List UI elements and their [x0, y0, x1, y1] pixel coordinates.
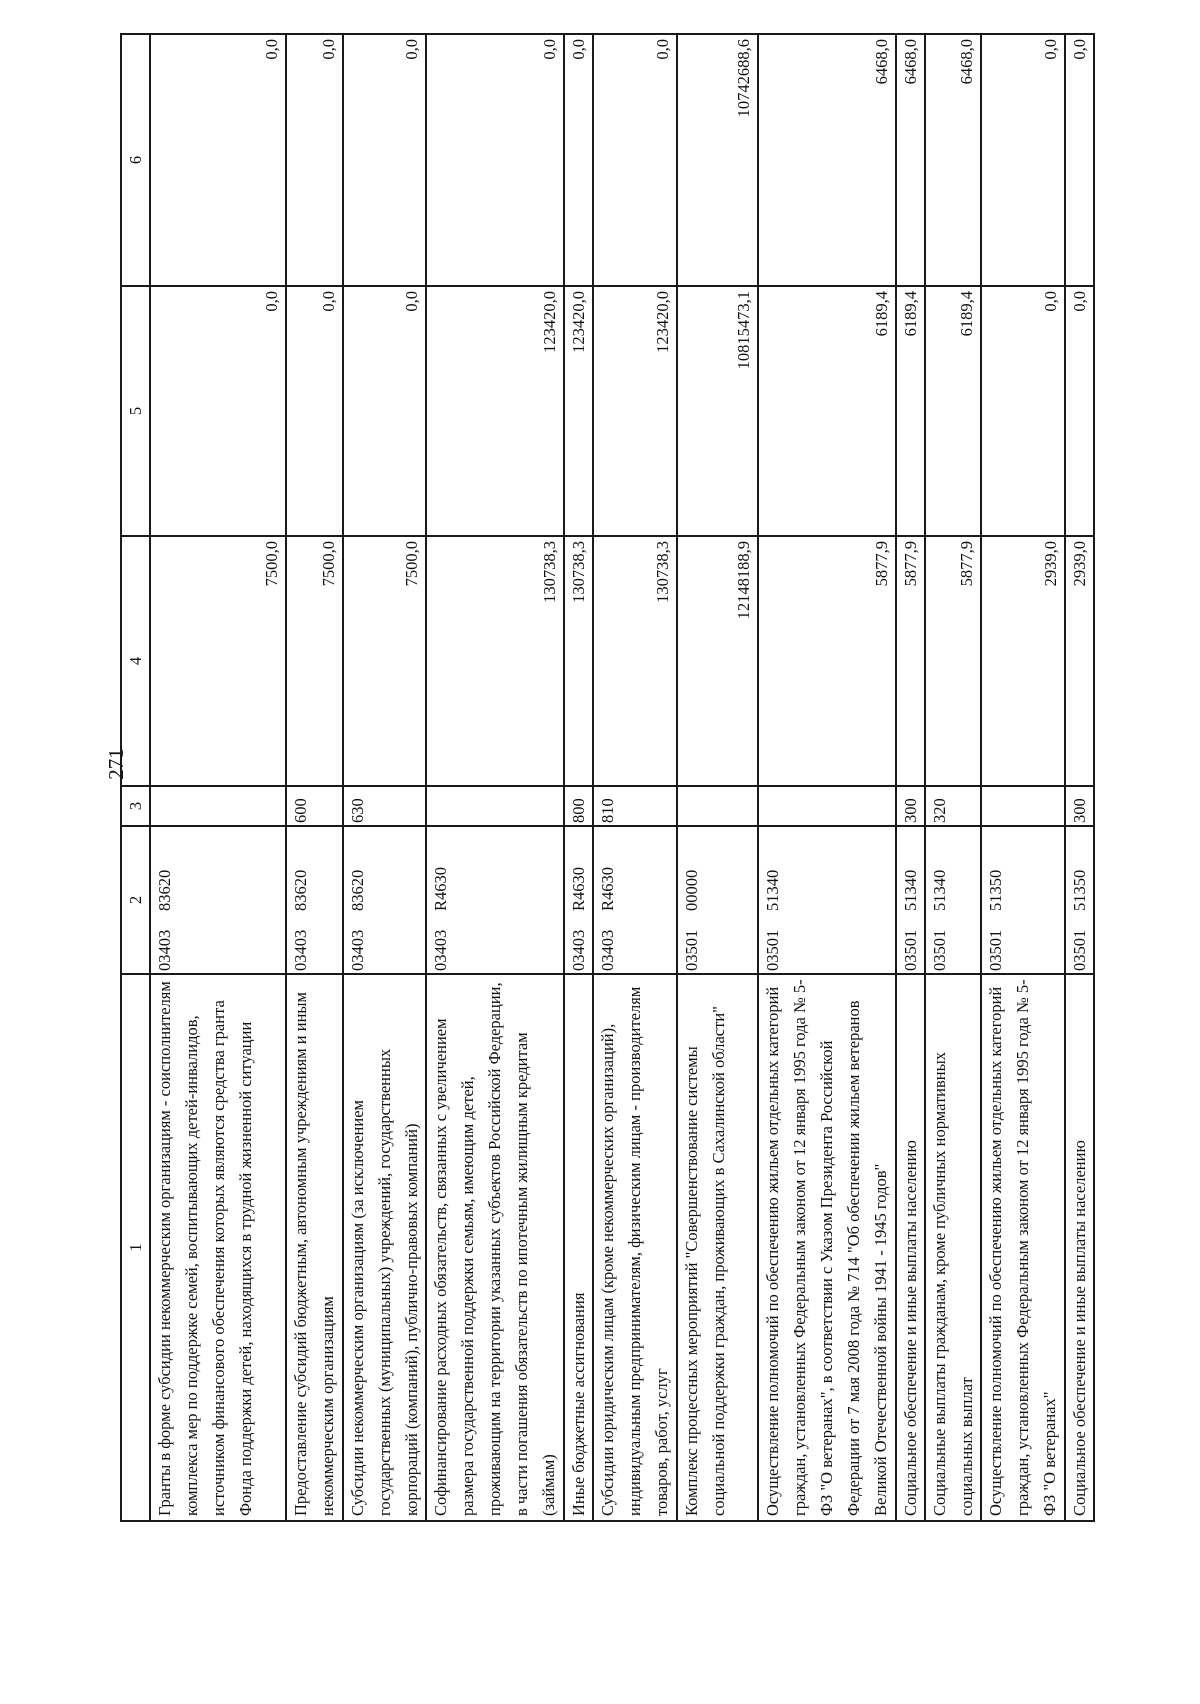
amount-col-5: 0,0 — [286, 286, 342, 536]
row-code — [343, 826, 427, 974]
header-cell: 3 — [121, 786, 150, 826]
table-row — [150, 34, 286, 1521]
amount-col-6: 0,0 — [150, 34, 286, 286]
row-description: Софинансирование расходных обязательств, связанных с увеличением размера государственной поддержки семьям, имеющим детей, проживающим на территории указанных субъектов Российской Федерации, в части погашения обязательств по ипотечным жилищным кредитам (займам) — [426, 974, 564, 1521]
program-code: 03403 — [431, 929, 451, 971]
program-code: 03403 — [291, 929, 311, 971]
row-code — [896, 826, 925, 974]
expense-type-code: 810 — [593, 786, 677, 826]
program-code: 03501 — [1069, 929, 1089, 971]
expense-type-code — [426, 786, 564, 826]
amount-col-6: 0,0 — [286, 34, 342, 286]
amount-col-4: 5877,9 — [758, 536, 896, 786]
row-description: Гранты в форме субсидии некоммерческим организациям - соисполнителям комплекса мер по поддержке семей, воспитывающих детей-инвалидов, источником финансового обеспечения которых являются средства гранта Фонда поддержки детей, находящихся в трудной жизненной ситуации — [150, 974, 286, 1521]
amount-col-4: 130738,3 — [564, 536, 593, 786]
amount-col-6: 0,0 — [981, 34, 1065, 286]
amount-col-4: 7500,0 — [286, 536, 342, 786]
amount-col-6: 6468,0 — [758, 34, 896, 286]
table-row — [343, 34, 427, 1521]
amount-col-4: 130738,3 — [593, 536, 677, 786]
amount-col-6: 6468,0 — [925, 34, 981, 286]
header-cell: 1 — [121, 974, 150, 1521]
direction-code: 00000 — [681, 869, 701, 911]
row-description: Комплекс процессных мероприятий "Совершенствование системы социальной поддержки граждан, проживающих в Сахалинской области" — [677, 974, 758, 1521]
amount-col-5: 6189,4 — [896, 286, 925, 536]
amount-col-4: 5877,9 — [896, 536, 925, 786]
row-code — [593, 826, 677, 974]
expense-type-code: 600 — [286, 786, 342, 826]
table-row — [426, 34, 564, 1521]
expense-type-code — [758, 786, 896, 826]
table-row — [981, 34, 1065, 1521]
direction-code: 83620 — [347, 869, 367, 911]
program-code: 03501 — [681, 929, 701, 971]
amount-col-4: 7500,0 — [150, 536, 286, 786]
expense-type-code: 800 — [564, 786, 593, 826]
program-code: 03403 — [155, 929, 175, 971]
expense-type-code: 300 — [896, 786, 925, 826]
row-code — [758, 826, 896, 974]
table-row — [1065, 34, 1094, 1521]
expense-type-code: 300 — [1065, 786, 1094, 826]
expense-type-code: 630 — [343, 786, 427, 826]
amount-col-6: 0,0 — [1065, 34, 1094, 286]
direction-code: 51350 — [1069, 869, 1089, 911]
row-description: Субсидии юридическим лицам (кроме некоммерческих организаций), индивидуальным предпринимателям, физическим лицам - производителям товаров, работ, услуг — [593, 974, 677, 1521]
expense-type-code: 320 — [925, 786, 981, 826]
amount-col-6: 0,0 — [564, 34, 593, 286]
table-row — [564, 34, 593, 1521]
row-code — [677, 826, 758, 974]
row-description: Осуществление полномочий по обеспечению жильем отдельных категорий граждан, установленных Федеральным законом от 12 января 1995 года № 5-ФЗ "О ветеранах" — [981, 974, 1065, 1521]
expense-type-code — [677, 786, 758, 826]
amount-col-5: 0,0 — [1065, 286, 1094, 536]
row-description: Осуществление полномочий по обеспечению жильем отдельных категорий граждан, установленных Федеральным законом от 12 января 1995 года № 5-ФЗ "О ветеранах", в соответствии с Указом Президента Российской Федерации от 7 мая 2008 года № 714 "Об обеспечении жильем ветеранов Великой Отечественной войны 1941 - 1945 годов" — [758, 974, 896, 1521]
amount-col-5: 6189,4 — [925, 286, 981, 536]
budget-table — [120, 33, 1095, 1522]
amount-col-6: 0,0 — [343, 34, 427, 286]
amount-col-4: 130738,3 — [426, 536, 564, 786]
row-description: Иные бюджетные ассигнования — [564, 974, 593, 1521]
row-code — [981, 826, 1065, 974]
program-code: 03403 — [347, 929, 367, 971]
amount-col-5: 0,0 — [150, 286, 286, 536]
amount-col-4: 12148188,9 — [677, 536, 758, 786]
row-code — [150, 826, 286, 974]
program-code: 03403 — [569, 929, 589, 971]
program-code: 03501 — [900, 929, 920, 971]
row-description: Социальные выплаты гражданам, кроме публичных нормативных социальных выплат — [925, 974, 981, 1521]
table-row — [896, 34, 925, 1521]
direction-code: 51340 — [929, 869, 949, 911]
amount-col-4: 2939,0 — [1065, 536, 1094, 786]
program-code: 03403 — [598, 929, 618, 971]
amount-col-5: 123420,0 — [426, 286, 564, 536]
page-number: 271 — [104, 748, 128, 780]
table-row — [677, 34, 758, 1521]
header-cell: 2 — [121, 826, 150, 974]
amount-col-6: 10742688,6 — [677, 34, 758, 286]
row-code — [286, 826, 342, 974]
amount-col-5: 123420,0 — [564, 286, 593, 536]
direction-code: 51350 — [986, 869, 1006, 911]
direction-code: 83620 — [155, 869, 175, 911]
direction-code: R4630 — [431, 866, 451, 911]
amount-col-5: 10815473,1 — [677, 286, 758, 536]
direction-code: R4630 — [569, 866, 589, 911]
row-code — [564, 826, 593, 974]
row-code — [426, 826, 564, 974]
row-description: Предоставление субсидий бюджетным, автономным учреждениям и иным некоммерческим организациям — [286, 974, 342, 1521]
table-row — [925, 34, 981, 1521]
row-description: Социальное обеспечение и иные выплаты населению — [896, 974, 925, 1521]
table-row — [758, 34, 896, 1521]
amount-col-4: 2939,0 — [981, 536, 1065, 786]
expense-type-code — [150, 786, 286, 826]
header-row — [121, 34, 150, 1521]
program-code: 03501 — [762, 929, 782, 971]
amount-col-4: 7500,0 — [343, 536, 427, 786]
table-row — [593, 34, 677, 1521]
direction-code: 83620 — [291, 869, 311, 911]
table-row — [286, 34, 342, 1521]
direction-code: 51340 — [900, 869, 920, 911]
amount-col-5: 123420,0 — [593, 286, 677, 536]
amount-col-5: 0,0 — [343, 286, 427, 536]
header-cell: 5 — [121, 286, 150, 536]
row-code — [925, 826, 981, 974]
direction-code: R4630 — [598, 866, 618, 911]
amount-col-4: 5877,9 — [925, 536, 981, 786]
rotated-page-content — [120, 35, 1095, 1522]
program-code: 03501 — [986, 929, 1006, 971]
program-code: 03501 — [929, 929, 949, 971]
amount-col-6: 6468,0 — [896, 34, 925, 286]
row-description: Социальное обеспечение и иные выплаты населению — [1065, 974, 1094, 1521]
amount-col-6: 0,0 — [426, 34, 564, 286]
header-cell: 6 — [121, 34, 150, 286]
header-cell: 4 — [121, 536, 150, 786]
amount-col-5: 0,0 — [981, 286, 1065, 536]
amount-col-5: 6189,4 — [758, 286, 896, 536]
row-code — [1065, 826, 1094, 974]
direction-code: 51340 — [762, 869, 782, 911]
expense-type-code — [981, 786, 1065, 826]
row-description: Субсидии некоммерческим организациям (за исключением государственных (муниципальных) учреждений, государственных корпораций (компаний), публично-правовых компаний) — [343, 974, 427, 1521]
amount-col-6: 0,0 — [593, 34, 677, 286]
